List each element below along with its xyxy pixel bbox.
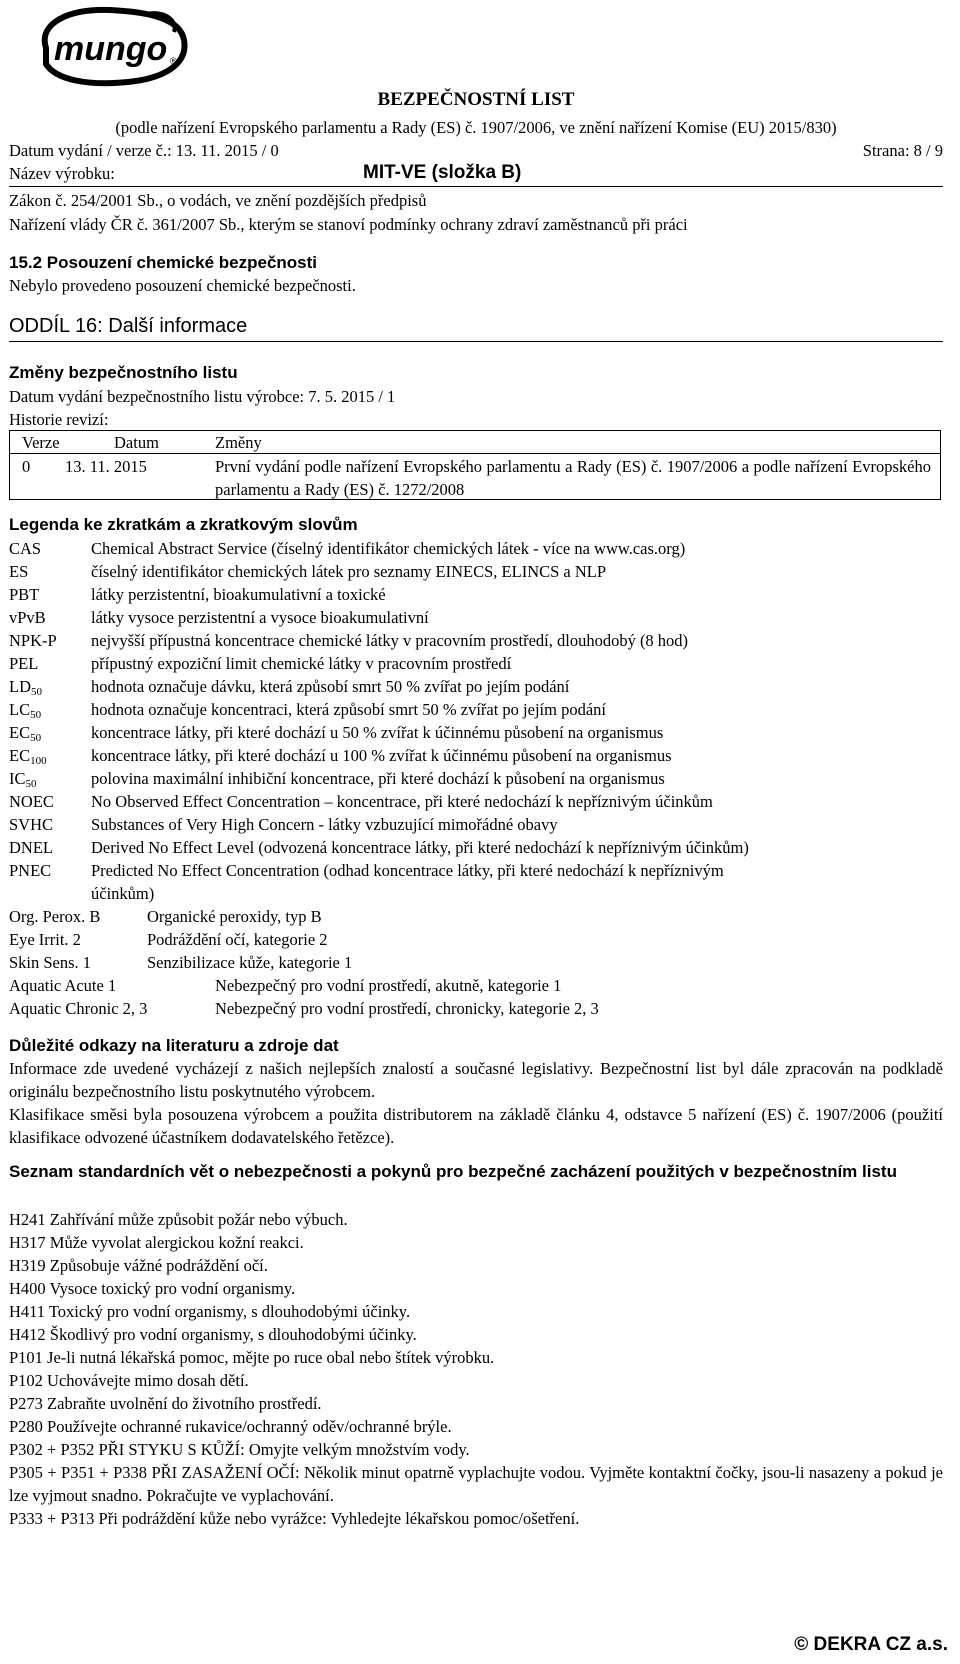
phrases-title: Seznam standardních vět o nebezpečnosti a pokynů pro bezpečné zacházení použitých v bezpečnostním listu <box>9 1162 897 1181</box>
section-16-divider <box>9 341 943 342</box>
phrase-item: H241 Zahřívání může způsobit požár nebo výbuch. <box>9 1210 348 1229</box>
hazard-class-abbreviation: Eye Irrit. 2 <box>9 930 81 949</box>
section-16-title: ODDÍL 16: Další informace <box>9 315 248 337</box>
phrase-item: P102 Uchovávejte mimo dosah dětí. <box>9 1371 249 1390</box>
legend-item <box>9 606 943 629</box>
legend-abbreviation: ES <box>9 562 29 581</box>
hazard-class-abbreviation: Aquatic Chronic 2, 3 <box>9 999 148 1018</box>
legend-item <box>9 813 943 836</box>
legend-description: Derived No Effect Level (odvozená koncentrace látky, při které nedochází k nepříznivým účinkům) <box>91 838 749 857</box>
legend-description: Substances of Very High Concern - látky vzbuzující mimořádné obavy <box>91 815 558 834</box>
law-2: Nařízení vlády ČR č. 361/2007 Sb., kterým se stanoví podmínky ochrany zdraví zaměstnanců při práci <box>9 215 688 234</box>
legend-description: polovina maximální inhibiční koncentrace, při které dochází k působení na organismus <box>91 769 665 788</box>
legend-abbreviation: NPK-P <box>9 631 57 650</box>
product-row <box>9 162 943 185</box>
revision-date: 13. 11. 2015 <box>65 457 147 476</box>
sds-issue-date: Datum vydání bezpečnostního listu výrobce: 7. 5. 2015 / 1 <box>9 387 396 406</box>
legend-abbreviation: $EC_{50}$ <box>9 723 42 744</box>
phrase-item: H317 Může vyvolat alergickou kožní reakci. <box>9 1233 304 1252</box>
hazard-class-item <box>9 951 943 974</box>
references-paragraph-1: Informace zde uvedené vycházejí z našich nejlepších znalostí a současné legislativy. Bezpečnostní list byl dále zpracován na podkladě originálu bezpečnostního listu poskytnutého výrobcem. <box>9 1059 943 1101</box>
references-title: Důležité odkazy na literaturu a zdroje dat <box>9 1036 339 1055</box>
legend-abbreviation: CAS <box>9 539 42 558</box>
legend-description: číselný identifikátor chemických látek pro seznamy EINECS, ELINCS a NLP <box>91 562 607 581</box>
product-label: Název výrobku: <box>9 164 115 183</box>
hazard-class-abbreviation: Skin Sens. 1 <box>9 953 92 972</box>
hazard-class-description: Senzibilizace kůže, kategorie 1 <box>147 953 353 972</box>
revision-version: 0 <box>22 457 31 476</box>
hazard-class-item <box>9 928 943 951</box>
section-15-2-text: Nebylo provedeno posouzení chemické bezpečnosti. <box>9 276 356 295</box>
hazard-class-description: Nebezpečný pro vodní prostředí, chronicky, kategorie 2, 3 <box>215 999 599 1018</box>
revision-header-changes: Změny <box>215 433 262 452</box>
phrase-item: H319 Způsobuje vážné podráždění očí. <box>9 1256 268 1275</box>
legend-item <box>9 698 943 721</box>
legend-abbreviation: $LD_{50}$ <box>9 677 42 698</box>
legend-item <box>9 537 943 560</box>
legend-abbreviation: SVHC <box>9 815 54 834</box>
legend-item <box>9 652 943 675</box>
revision-change: První vydání podle nařízení Evropského parlamentu a Rady (ES) č. 1907/2006 a podle nařízení Evropského parlamentu a Rady (ES) č. 1272/2008 <box>215 457 931 499</box>
legend-abbreviation: DNEL <box>9 838 53 857</box>
phrase-list <box>9 1208 943 1530</box>
legend-item <box>9 744 943 767</box>
legend-item <box>9 767 943 790</box>
legend-description: Predicted No Effect Concentration (odhad koncentrace látky, při které nedochází k nepříznivým účinkům) <box>91 861 724 903</box>
legend-abbreviation: $LC_{50}$ <box>9 700 42 721</box>
legend-description: nejvyšší přípustná koncentrace chemické látky v pracovním prostředí, dlouhodobý (8 hod) <box>91 631 689 650</box>
legend-description: koncentrace látky, při které dochází u 100 % zvířat k účinnému působení na organismus <box>91 746 672 765</box>
hazard-class-description: Nebezpečný pro vodní prostředí, akutně, kategorie 1 <box>215 976 562 995</box>
page-number: Strana: 8 / 9 <box>862 141 943 160</box>
legend-title: Legenda ke zkratkám a zkratkovým slovům <box>9 515 358 534</box>
legend-list <box>9 537 943 905</box>
revision-header-version: Verze <box>22 433 60 452</box>
law-1: Zákon č. 254/2001 Sb., o vodách, ve znění pozdějších předpisů <box>9 191 427 210</box>
legend-description: Chemical Abstract Service (číselný identifikátor chemických látek - více na www.cas.org) <box>91 539 686 558</box>
document-title: BEZPEČNOSTNÍ LIST <box>377 89 575 110</box>
revision-header-date: Datum <box>114 433 159 452</box>
changes-title: Změny bezpečnostního listu <box>9 363 238 382</box>
logo-wordmark: mungo <box>54 30 168 68</box>
hazard-class-description: Podráždění očí, kategorie 2 <box>147 930 328 949</box>
legend-description: koncentrace látky, při které dochází u 50 % zvířat k účinnému působení na organismus <box>91 723 664 742</box>
phrase-item: P101 Je-li nutná lékařská pomoc, mějte po ruce obal nebo štítek výrobku. <box>9 1348 495 1367</box>
hazard-class-item <box>9 974 943 997</box>
legend-description: No Observed Effect Concentration – koncentrace, při které nedochází k nepříznivým účinkům <box>91 792 713 811</box>
legend-abbreviation: PBT <box>9 585 40 604</box>
legend-item <box>9 560 943 583</box>
legend-item <box>9 721 943 744</box>
legend-item <box>9 583 943 606</box>
legend-item <box>9 629 943 652</box>
hazard-class-item <box>9 997 943 1020</box>
legend-description: hodnota označuje dávku, která způsobí smrt 50 % zvířat po jejím podání <box>91 677 570 696</box>
legend-description: látky vysoce perzistentní a vysoce bioakumulativní <box>91 608 429 627</box>
revision-table <box>9 430 941 500</box>
legend-item <box>9 675 943 698</box>
legend-description: hodnota označuje koncentraci, která způsobí smrt 50 % zvířat po jejím podání <box>91 700 607 719</box>
legend-abbreviation: $EC_{100}$ <box>9 746 47 767</box>
section-15-2-title: 15.2 Posouzení chemické bezpečnosti <box>9 253 318 272</box>
legend-description: přípustný expoziční limit chemické látky v pracovním prostředí <box>91 654 512 673</box>
phrase-item: H412 Škodlivý pro vodní organismy, s dlouhodobými účinky. <box>9 1325 417 1344</box>
hazard-class-abbreviation: Aquatic Acute 1 <box>9 976 117 995</box>
phrase-item: P280 Používejte ochranné rukavice/ochranný oděv/ochranné brýle. <box>9 1417 452 1436</box>
hazard-class-item <box>9 905 943 928</box>
header-divider <box>9 186 943 187</box>
phrase-item: H400 Vysoce toxický pro vodní organismy. <box>9 1279 296 1298</box>
revision-history-label: Historie revizí: <box>9 410 109 429</box>
phrase-item: P333 + P313 Při podráždění kůže nebo vyrážce: Vyhledejte lékařskou pomoc/ošetření. <box>9 1509 580 1528</box>
legend-item <box>9 836 943 859</box>
issue-label: Datum vydání / verze č.: 13. 11. 2015 / 0 <box>9 141 279 160</box>
phrase-item: P305 + P351 + P338 PŘI ZASAŽENÍ OČÍ: Několik minut opatrně vyplachujte vodou. Vyjměte kontaktní čočky, jsou-li nasazeny a pokud je lze vyjmout snadno. Pokračujte ve vyplachování. <box>9 1463 943 1505</box>
legend-abbreviation: PEL <box>9 654 39 673</box>
legend-item <box>9 859 943 905</box>
product-name: MIT-VE (složka B) <box>363 162 522 183</box>
phrase-item: P273 Zabraňte uvolnění do životního prostředí. <box>9 1394 322 1413</box>
legend-abbreviation: PNEC <box>9 861 52 880</box>
issue-row <box>9 139 943 162</box>
mungo-logo <box>28 4 188 90</box>
legend-abbreviation: NOEC <box>9 792 54 811</box>
references-paragraph-2: Klasifikace směsi byla posouzena výrobcem a použita distributorem na základě článku 4, odstavce 5 nařízení (ES) č. 1907/2006 (použití klasifikace odvozené účastníkem dodavatelského řetězce). <box>9 1105 943 1147</box>
footer-copyright: © DEKRA CZ a.s. <box>794 1634 948 1655</box>
phrase-item: H411 Toxický pro vodní organismy, s dlouhodobými účinky. <box>9 1302 411 1321</box>
legend-item <box>9 790 943 813</box>
legend-abbreviation: vPvB <box>9 608 46 627</box>
legend-abbreviation: $IC_{50}$ <box>9 769 37 790</box>
legend-description: látky perzistentní, bioakumulativní a toxické <box>91 585 386 604</box>
hazard-class-description: Organické peroxidy, typ B <box>147 907 322 926</box>
regulation-line: (podle nařízení Evropského parlamentu a Rady (ES) č. 1907/2006, ve znění nařízení Komise (EU) 2015/830) <box>115 118 837 137</box>
hazard-class-abbreviation: Org. Perox. B <box>9 907 101 926</box>
svg-text:®: ® <box>170 56 177 66</box>
hazard-class-list <box>9 905 943 1020</box>
phrase-item: P302 + P352 PŘI STYKU S KŮŽÍ: Omyjte velkým množstvím vody. <box>9 1440 470 1459</box>
